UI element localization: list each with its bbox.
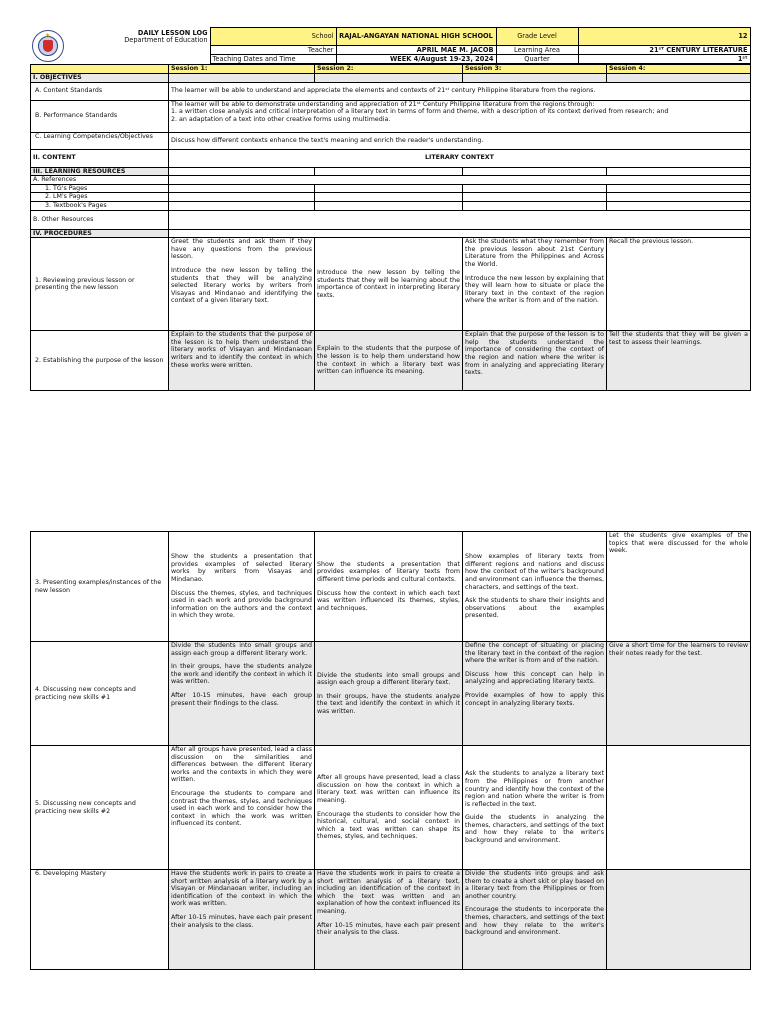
area-value: 21ˢᵀ CENTURY LITERATURE: [578, 46, 750, 55]
procedure-cell: Explain that the purpose of the lesson is to help the students understand the importance of considering the context of the region and nation where the writer is from in analyzing and appreciating literary texts.: [463, 331, 607, 391]
procedures-heading: IV. PROCEDURES: [31, 229, 169, 238]
procedure-cell: Show the students a presentation that provides examples of selected literary works by writers from Visayas and Mindanao. Discuss the themes, styles, and techniques used in each work and provide background information on the authors and the context in which they wrote.: [169, 532, 315, 642]
content-heading: II. CONTENT: [31, 149, 169, 167]
performance-standards-text: [169, 100, 751, 132]
procedure-cell: Explain to the students that the purpose of the lesson is to help them understand the literary works of Visayan and Mindanaoan writers and to identify the context in which these works were written.: [169, 331, 315, 391]
school-label: School: [210, 28, 336, 46]
procedure-cell: Show the students a presentation that provides examples of literary texts from different time periods and cultural contexts. Discuss how the context in which each text was written influenced its themes, styles, and techniques.: [315, 532, 463, 642]
procedure-cell: After all groups have presented, lead a class discussion on the similarities and differences between the different literary works and the contexts in which they were written. Encourage the students to compare and contrast the themes, styles, and techniques used in each work and to consider how the context in which the work was written influenced its content.: [169, 746, 315, 870]
dates-label: Teaching Dates and Time: [210, 55, 336, 64]
procedure-row: [31, 238, 751, 331]
session-1-header: Session 1:: [169, 65, 315, 74]
lm-pages-label: 2. LM's Pages: [31, 193, 169, 202]
procedure-row: [31, 331, 751, 391]
quarter-label: Quarter: [496, 55, 578, 64]
session-header-row: [31, 65, 751, 74]
performance-line: The learner will be able to demonstrate understanding and appreciation of 21ˢᵗ Century Philippine literature from the regions through:: [171, 100, 595, 108]
area-label: Learning Area: [496, 46, 578, 55]
textbook-pages-label: 3. Textbook's Pages: [31, 201, 169, 210]
procedure-cell: Divide the students into groups and ask them to create a short skit or play based on a literary text from the Philippines or from another country. Encourage the students to incorporate the themes, characters, and settings of the text and how they relate to the writer's background and environment.: [463, 870, 607, 970]
deped-seal: [30, 28, 66, 64]
procedure-cell: Greet the students and ask them if they have any questions from the previous lesson. Introduce the new lesson by telling the students that they will be analyzing selected literary works by writers from Visayas and Mindanao and identifying the context of a given literary text.: [169, 238, 315, 331]
lesson-table-page-2: [30, 531, 751, 970]
procedure-label: 6. Developing Mastery: [31, 870, 169, 970]
deped-seal-icon: ★: [32, 30, 64, 62]
procedure-row: [31, 870, 751, 970]
procedure-cell: [607, 870, 751, 970]
procedure-label: 2. Establishing the purpose of the lesson: [31, 331, 169, 391]
procedure-cell: Let the students give examples of the topics that were discussed for the whole week.: [607, 532, 751, 642]
procedure-cell: Have the students work in pairs to create a short written analysis of a literary text, including an identification of the context in which the text was written and an explanation of how the context influenced its meaning. After 10-15 minutes, have each pair present their analysis to the class.: [315, 870, 463, 970]
other-resources-label: B. Other Resources: [31, 210, 169, 229]
procedure-cell: Tell the students that they will be given a test to assess their learnings.: [607, 331, 751, 391]
objectives-heading: I. OBJECTIVES: [31, 73, 169, 82]
procedure-cell: Ask the students what they remember from the previous lesson about 21st Century Literature from the Philippines and Across the World. Introduce the new lesson by explaining that they will learn how to situate or place the literary text in the context of the region where the writer is from and of the nation.: [463, 238, 607, 331]
grade-value: 12: [578, 28, 750, 46]
resources-heading: III. LEARNING RESOURCES: [31, 167, 169, 176]
session-2-header: Session 2:: [315, 65, 463, 74]
log-title: DAILY LESSON LOG: [137, 28, 208, 37]
quarter-value: 1ˢᵗ: [578, 55, 750, 64]
procedure-label: 4. Discussing new concepts and practicing new skills #1: [31, 642, 169, 746]
department-name: Department of Education: [124, 35, 208, 44]
procedure-label: 5. Discussing new concepts and practicing new skills #2: [31, 746, 169, 870]
procedure-cell: Introduce the new lesson by telling the students that they will be learning about the importance of context in interpreting literary texts.: [315, 238, 463, 331]
procedure-row: [31, 642, 751, 746]
references-label: A. References: [31, 176, 169, 185]
procedure-cell: Give a short time for the learners to review their notes ready for the test.: [607, 642, 751, 746]
session-3-header: Session 3:: [463, 65, 607, 74]
procedure-cell: Ask the students to analyze a literary text from the Philippines or from another country and identify how the context of the region and nation where the writer is from is reflected in the text. Guide the students in analyzing the themes, characters, and settings of the text and how they relate to the writer's background and environment.: [463, 746, 607, 870]
content-standards-text: The learner will be able to understand and appreciate the elements and contexts of 21ˢᵗ century Philippine literature from the regions.: [169, 82, 751, 100]
performance-standards-label: B. Performance Standards: [31, 100, 169, 132]
header-table: [30, 27, 751, 64]
session-4-header: Session 4:: [607, 65, 751, 74]
lesson-log-page-1: [30, 27, 750, 391]
competencies-label: C. Learning Competencies/Objectives: [31, 132, 169, 149]
competencies-text: Discuss how different contexts enhance the text's meaning and enrich the reader's understanding.: [169, 132, 751, 149]
procedure-cell: Recall the previous lesson.: [607, 238, 751, 331]
tg-pages-label: 1. TG's Pages: [31, 184, 169, 193]
procedure-cell: Define the concept of situating or placing the literary text in the context of the region where the writer is from and of the nation. Discuss how this concept can help in analyzing and appreciating literary texts. Provide examples of how to apply this concept in analyzing literary texts.: [463, 642, 607, 746]
log-title-block: [66, 28, 210, 64]
lesson-table-page-1: [30, 64, 751, 391]
procedure-cell: [607, 746, 751, 870]
procedure-label: 3. Presenting examples/instances of the new lesson: [31, 532, 169, 642]
procedure-cell: Divide the students into small groups and assign each group a different literary text. In their groups, have the students analyze the text and identify the context in which it was written.: [315, 642, 463, 746]
procedure-row: [31, 532, 751, 642]
content-value: LITERARY CONTEXT: [169, 149, 751, 167]
content-standards-label: A. Content Standards: [31, 82, 169, 100]
lesson-log-page-2: [30, 531, 750, 970]
school-value: RAJAL-ANGAYAN NATIONAL HIGH SCHOOL: [336, 28, 496, 46]
procedure-cell: After all groups have presented, lead a class discussion on how the context in which a literary text was written can influence its meaning. Encourage the students to consider how the historical, cultural, and social context in which a text was written can shape its themes, styles, and techniques.: [315, 746, 463, 870]
procedure-cell: Show examples of literary texts from different regions and nations and discuss how the context of the writer's background and environment can influence the themes, characters, and settings of the text. Ask the students to share their insights and observations about the examples presented.: [463, 532, 607, 642]
grade-label: Grade Level: [496, 28, 578, 46]
procedure-label: 1. Reviewing previous lesson or presenting the new lesson: [31, 238, 169, 331]
teacher-value: APRIL MAE M. JACOB: [336, 46, 496, 55]
dates-value: WEEK 4/August 19-23, 2024: [336, 55, 496, 64]
procedure-cell: Divide the students into small groups and assign each group a different literary work. In their groups, have the students analyze the work and identify the context in which it was written. After 10-15 minutes, have each group present their findings to the class.: [169, 642, 315, 746]
teacher-label: Teacher: [210, 46, 336, 55]
performance-line: 1. a written close analysis and critical interpretation of a literary text in terms of form and theme, with a description of its context derived from research; and: [171, 108, 669, 116]
procedure-row: [31, 746, 751, 870]
procedure-cell: Explain to the students that the purpose of the lesson is to help them understand how the context in which a literary text was written can influence its meaning.: [315, 331, 463, 391]
procedure-cell: Have the students work in pairs to create a short written analysis of a literary work by a Visayan or Mindanaoan writer, including an identification of the context in which the work was written. After 10-15 minutes, have each pair present their analysis to the class.: [169, 870, 315, 970]
performance-line: 2. an adaptation of a text into other creative forms using multimedia.: [171, 115, 391, 123]
